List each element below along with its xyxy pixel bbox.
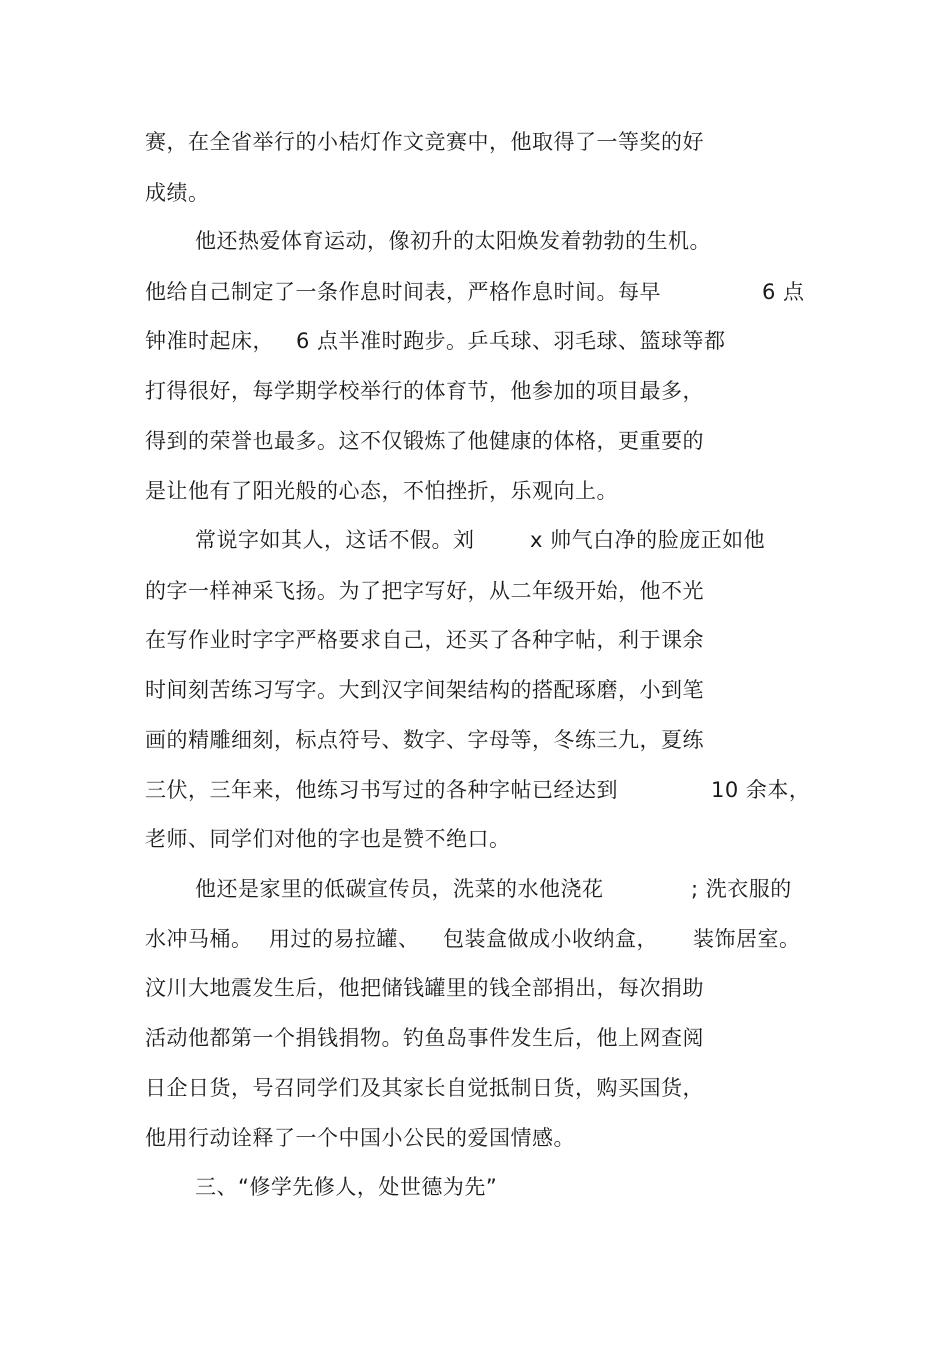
text-segment: 水冲马桶。: [145, 927, 253, 951]
text-segment: 他还热爱体育运动，像初升的太阳焕发着勃勃的生机。: [195, 229, 711, 253]
text-segment: 常说字如其人，这话不假。刘: [195, 528, 475, 552]
text-segment: 6 点半准时跑步。乒乓球、羽毛球、篮球等都: [296, 329, 726, 353]
text-segment: 他给自己制定了一条作息时间表，严格作息时间。每早: [145, 280, 661, 304]
text-segment: 10 余本，: [711, 778, 811, 802]
text-segment: 打得很好，每学期学校举行的体育节，他参加的项目最多，: [145, 379, 704, 403]
text-segment: 包装盒做成小收纳盒，: [443, 927, 658, 951]
text-segment: 老师、同学们对他的字也是赞不绝口。: [145, 827, 511, 851]
text-segment: 用过的易拉罐、: [269, 927, 420, 951]
text-segment: 得到的荣誉也最多。这不仅锻炼了他健康的体格，更重要的: [145, 429, 704, 453]
text-segment: 钟准时起床，: [145, 329, 274, 353]
text-segment: 他用行动诠释了一个中国小公民的爱国情感。: [145, 1126, 575, 1150]
text-segment: 时间刻苦练习写字。大到汉字间架结构的搭配琢磨，小到笔: [145, 678, 704, 702]
text-segment: 的字一样神采飞扬。为了把字写好，从二年级开始，他不光: [145, 579, 704, 603]
text-segment: 成绩。: [145, 181, 210, 205]
text-segment: 装饰居室。: [693, 927, 801, 951]
text-segment: 6 点: [762, 280, 805, 304]
text-segment: x 帅气白净的脸庞正如他: [530, 528, 766, 552]
text-segment: 他还是家里的低碳宣传员，洗菜的水他浇花: [195, 877, 604, 901]
text-segment: 赛，在全省举行的小桔灯作文竞赛中，他取得了一等奖的好: [145, 130, 704, 154]
text-segment: 在写作业时字字严格要求自己，还买了各种字帖，利于课余: [145, 628, 704, 652]
text-segment: 日企日货，号召同学们及其家长自觉抵制日货，购买国货，: [145, 1076, 704, 1100]
text-segment: 是让他有了阳光般的心态，不怕挫折，乐观向上。: [145, 479, 618, 503]
text-segment: 三、“修学先修人，处世德为先”: [195, 1175, 498, 1199]
text-segment: 画的精雕细刻，标点符号、数字、字母等，冬练三九，夏练: [145, 728, 704, 752]
text-segment: ; 洗衣服的: [691, 877, 792, 901]
text-segment: 汶川大地震发生后，他把储钱罐里的钱全部捐出，每次捐助: [145, 976, 704, 1000]
text-segment: 活动他都第一个捐钱捐物。钓鱼岛事件发生后，他上网查阅: [145, 1026, 704, 1050]
text-segment: 三伏，三年来，他练习书写过的各种字帖已经达到: [145, 778, 618, 802]
